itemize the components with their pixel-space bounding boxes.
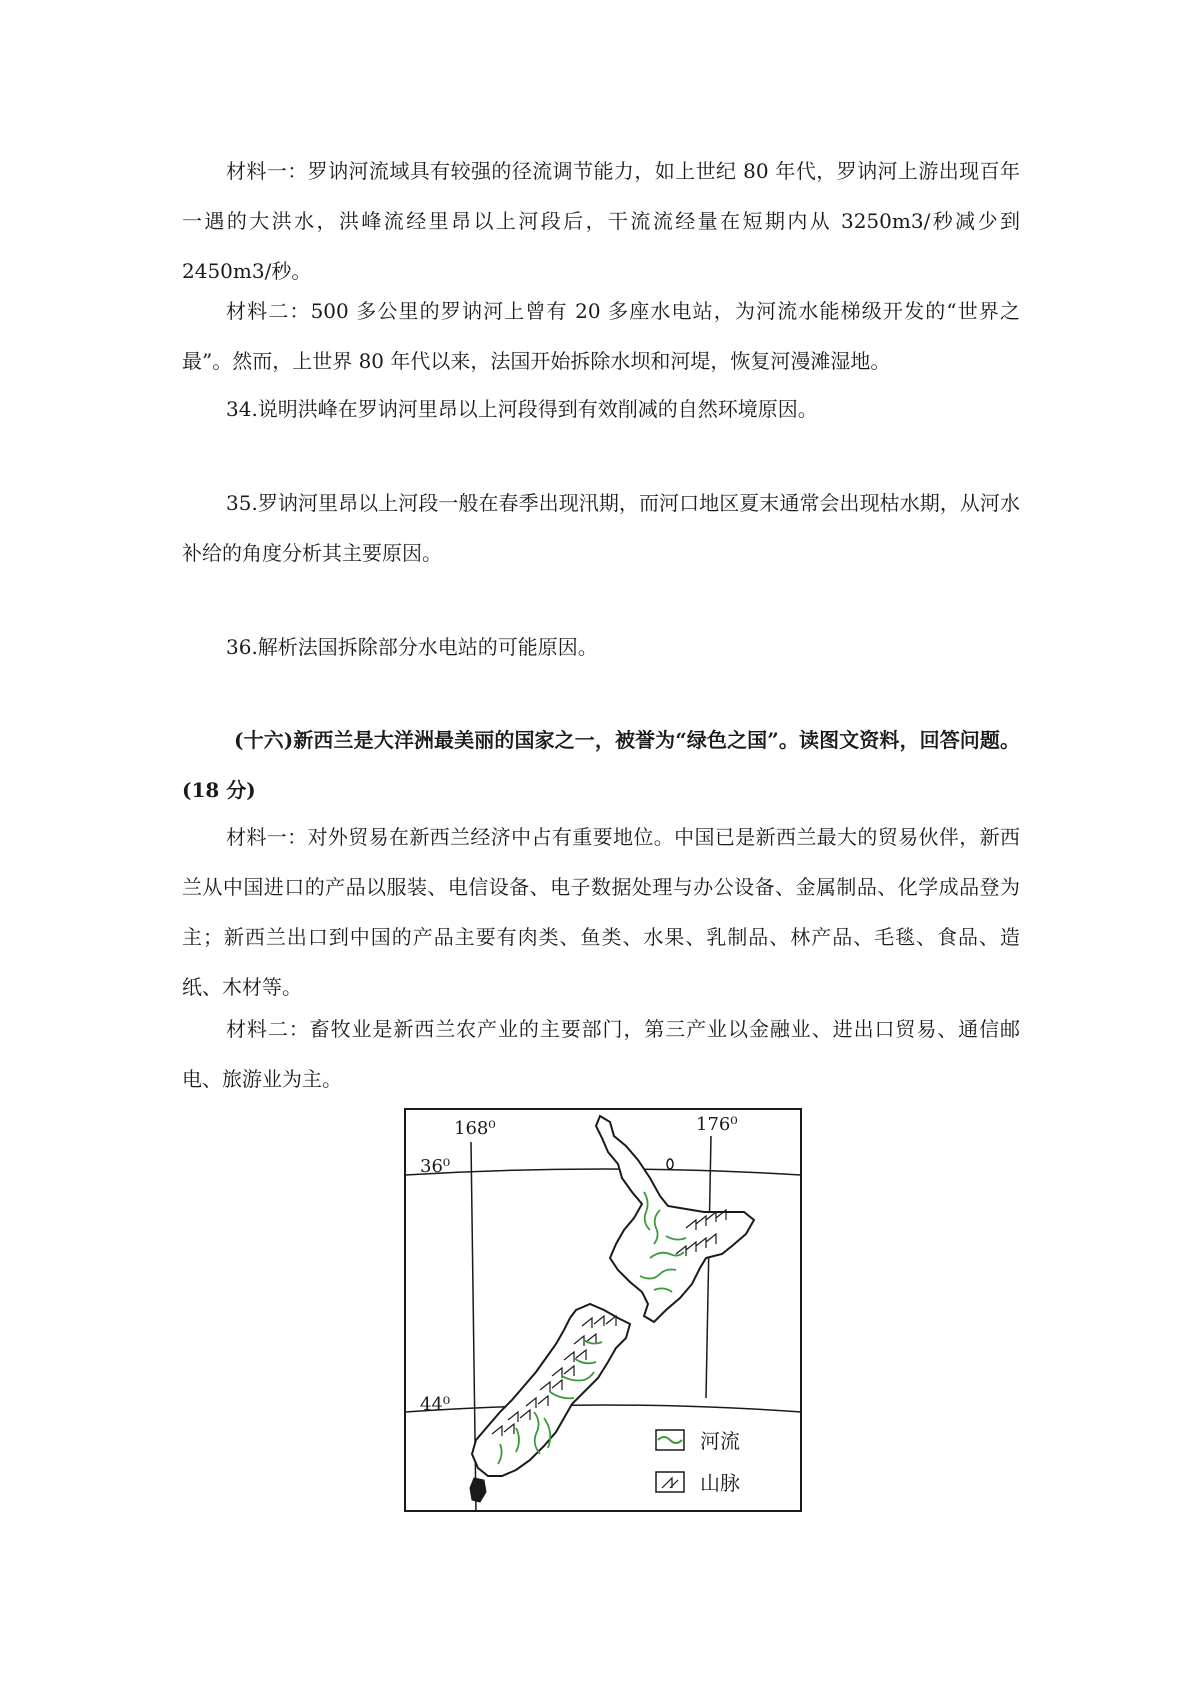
lon-label-176: 176⁰ [696, 1114, 738, 1135]
small-island [667, 1159, 673, 1169]
section-16-heading: (十六)新西兰是大洋洲最美丽的国家之一，被誉为“绿色之国”。读图文资料，回答问题。(18 分) [182, 728, 1020, 802]
new-zealand-map [404, 1108, 802, 1512]
question-35: 35.罗讷河里昂以上河段一般在春季出现汛期，而河口地区夏末通常会出现枯水期，从河水补给的角度分析其主要原因。 [182, 491, 1020, 565]
question-34: 34.说明洪峰在罗讷河里昂以上河段得到有效削减的自然环境原因。 [226, 397, 818, 421]
q33-material-one: 材料一：罗讷河流域具有较强的径流调节能力，如上世纪 80 年代，罗讷河上游出现百年一遇的大洪水，洪峰流经里昂以上河段后，干流流经量在短期内从 3250m3/秒减少到 2450m3/秒。 [182, 159, 1020, 283]
legend-mountain-swatch [656, 1472, 684, 1492]
question-36: 36.解析法国拆除部分水电站的可能原因。 [226, 635, 598, 659]
lon-label-168: 168⁰ [454, 1118, 496, 1139]
lat-label-36: 36⁰ [420, 1156, 451, 1177]
q33-material-two: 材料二：500 多公里的罗讷河上曾有 20 多座水电站，为河流水能梯级开发的“世界之最”。然而，上世界 80 年代以来，法国开始拆除水坝和河堤，恢复河漫滩湿地。 [182, 299, 1020, 373]
lat-label-44: 44⁰ [420, 1394, 451, 1415]
section-16-material-one: 材料一：对外贸易在新西兰经济中占有重要地位。中国已是新西兰最大的贸易伙伴，新西兰从中国进口的产品以服装、电信设备、电子数据处理与办公设备、金属制品、化学成品登为主；新西兰出口到中国的产品主要有肉类、鱼类、水果、乳制品、林产品、毛毯、食品、造纸、木材等。 [182, 825, 1020, 999]
legend-river-label: 河流 [700, 1429, 740, 1453]
legend-mountain-label: 山脉 [700, 1471, 740, 1495]
section-16-material-two: 材料二：畜牧业是新西兰农产业的主要部门，第三产业以金融业、进出口贸易、通信邮电、旅游业为主。 [182, 1017, 1020, 1091]
